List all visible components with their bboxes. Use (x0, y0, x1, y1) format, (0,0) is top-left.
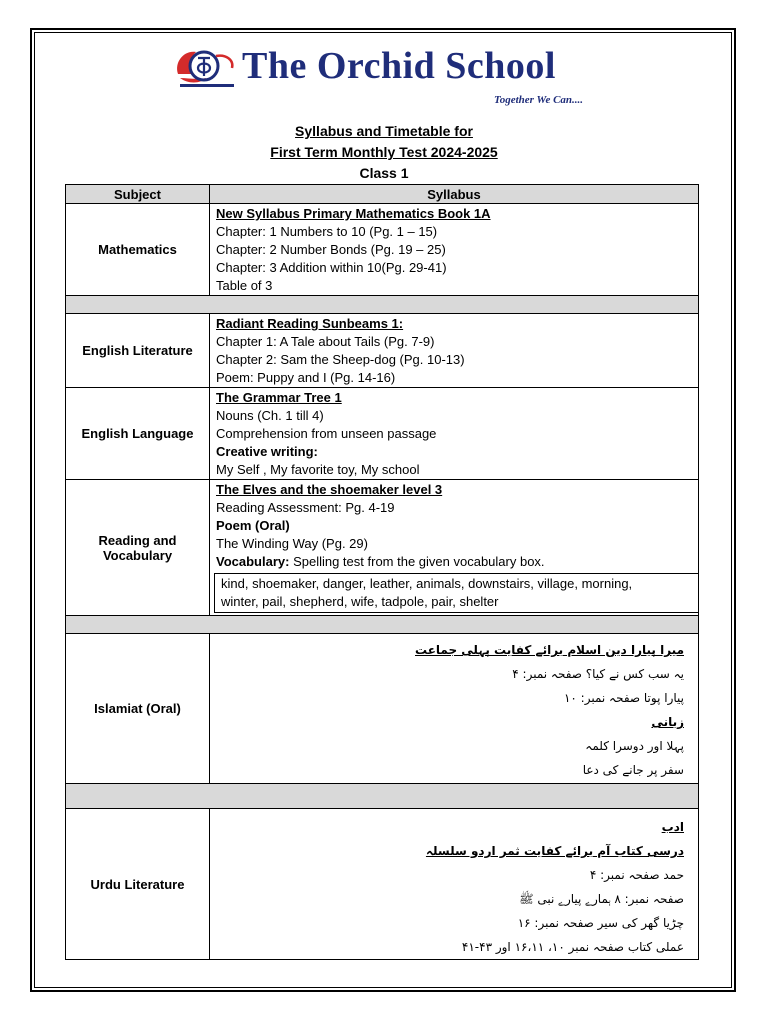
list-item: صفحہ نمبر: ۸ ہمارے پیارے نبی ﷺ (519, 892, 684, 906)
table-row (66, 314, 699, 388)
list-item: پیارا پوتا صفحہ نمبر: ۱۰ (563, 691, 684, 705)
list-item: حمد صفحہ نمبر: ۴ (589, 868, 684, 882)
table-row (66, 388, 699, 480)
syllabus-english-language (210, 388, 699, 480)
list-item: The Winding Way (Pg. 29) (216, 536, 368, 551)
urdu-book-title: درسی کتاب آم برائے کفایت ثمر اردو سلسلہ (425, 844, 684, 858)
table-separator-row (66, 296, 699, 314)
orchid-school-logo (170, 44, 240, 90)
poem-oral-label: Poem (Oral) (216, 518, 290, 533)
list-item: Comprehension from unseen passage (216, 426, 437, 441)
document-subtitle: First Term Monthly Test 2024-2025 (270, 144, 498, 160)
list-item: Chapter: 2 Number Bonds (Pg. 19 – 25) (216, 242, 446, 257)
subject-islamiat: Islamiat (Oral) (66, 634, 210, 784)
oral-label: زبانی (651, 715, 684, 729)
list-item: Chapter: 1 Numbers to 10 (Pg. 1 – 15) (216, 224, 438, 239)
list-item: Chapter 1: A Tale about Tails (Pg. 7-9) (216, 334, 435, 349)
subject-english-literature: English Literature (66, 314, 210, 388)
reader-title: The Elves and the shoemaker level 3 (216, 482, 443, 497)
vocabulary-text: Spelling test from the given vocabulary box. (289, 554, 545, 569)
syllabus-urdu-literature (210, 809, 699, 960)
vocabulary-words: winter, pail, shepherd, wife, tadpole, pair, shelter (221, 594, 499, 609)
list-item: Poem: Puppy and I (Pg. 14-16) (216, 370, 396, 385)
subject-urdu-literature: Urdu Literature (66, 809, 210, 960)
list-item: Reading Assessment: Pg. 4-19 (216, 500, 395, 515)
header-syllabus: Syllabus (210, 185, 699, 204)
school-tagline: Together We Can.... (494, 94, 584, 106)
list-item: Chapter: 3 Addition within 10(Pg. 29-41) (216, 260, 447, 275)
document-title: Syllabus and Timetable for (295, 123, 473, 139)
syllabus-english-literature (210, 314, 699, 388)
table-separator-row (66, 784, 699, 809)
islamiat-book-title: میرا پیارا دین اسلام برائے کفایت پہلی جماعت (415, 643, 684, 657)
eng-lit-book-title: Radiant Reading Sunbeams 1: (216, 316, 404, 331)
list-item: Nouns (Ch. 1 till 4) (216, 408, 324, 423)
vocabulary-line (216, 553, 698, 571)
list-item: Chapter 2: Sam the Sheep-dog (Pg. 10-13) (216, 352, 465, 367)
list-item: چڑیا گھر کی سیر صفحہ نمبر: ۱۶ (517, 916, 684, 930)
creative-writing-label: Creative writing: (216, 444, 318, 459)
list-item: یہ سب کس نے کیا؟ صفحہ نمبر: ۴ (512, 667, 684, 681)
syllabus-islamiat (210, 634, 699, 784)
subject-reading-vocabulary (66, 480, 210, 616)
list-item: My Self , My favorite toy, My school (216, 462, 420, 477)
syllabus-reading-vocabulary (210, 480, 699, 616)
syllabus-mathematics (210, 204, 699, 296)
eng-lang-book-title: The Grammar Tree 1 (216, 390, 342, 405)
list-item: عملی کتاب صفحہ نمبر ۱۰، ۱۶،۱۱ اور ۴۳-۴۱ (461, 940, 684, 954)
math-book-title: New Syllabus Primary Mathematics Book 1A (216, 206, 491, 221)
list-item: پہلا اور دوسرا کلمہ (585, 739, 684, 753)
table-row (66, 204, 699, 296)
table-header-row (66, 185, 699, 204)
vocabulary-words: kind, shoemaker, danger, leather, animals, downstairs, village, morning, (221, 576, 633, 591)
list-item: سفر پر جانے کی دعا (582, 763, 684, 777)
subject-mathematics: Mathematics (66, 204, 210, 296)
class-label: Class 1 (359, 165, 409, 181)
header-subject: Subject (66, 185, 210, 204)
subject-english-language: English Language (66, 388, 210, 480)
list-item: Table of 3 (216, 278, 273, 293)
table-row (66, 480, 699, 616)
adab-label: ادب (661, 820, 684, 834)
subject-line: Vocabulary (102, 547, 173, 563)
table-separator-row (66, 616, 699, 634)
vocabulary-box (214, 573, 698, 613)
school-name: The Orchid School (242, 45, 556, 87)
table-row (66, 809, 699, 960)
table-row (66, 634, 699, 784)
subject-line: Reading and (98, 532, 177, 548)
vocabulary-label: Vocabulary: (216, 554, 290, 569)
syllabus-table (65, 184, 699, 960)
